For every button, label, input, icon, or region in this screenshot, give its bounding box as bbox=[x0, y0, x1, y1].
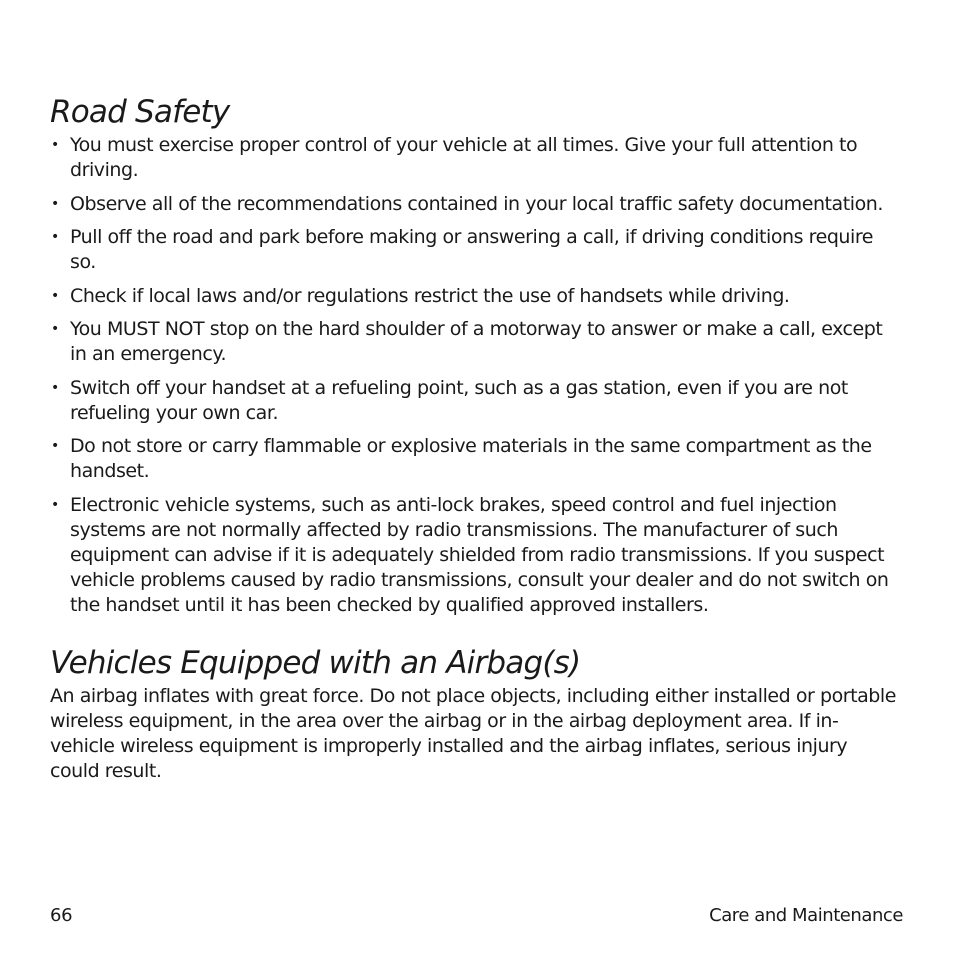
list-item-text: Observe all of the recommendations contained in your local traffic safety documentation. bbox=[70, 192, 883, 215]
bullet-icon: • bbox=[51, 379, 59, 396]
bullet-icon: • bbox=[51, 496, 59, 513]
list-item bbox=[50, 192, 900, 217]
airbag-section bbox=[50, 643, 900, 784]
list-item bbox=[50, 284, 900, 309]
list-item-text: You must exercise proper control of your vehicle at all times. Give your full attention to driving. bbox=[70, 134, 858, 181]
airbag-heading: Vehicles Equipped with an Airbag(s) bbox=[50, 644, 581, 681]
list-item-text: Pull off the road and park before making or answering a call, if driving conditions require so. bbox=[70, 226, 874, 273]
bullet-icon: • bbox=[51, 195, 59, 212]
list-item-text: Electronic vehicle systems, such as anti-lock brakes, speed control and fuel injection systems are not normally affected by radio transmissions. The manufacturer of such equipment can advise if it is adequately shielded from radio transmissions. If you suspect vehicle problems caused by radio transmissions, consult your dealer and do not switch on the handset until it has been checked by qualified approved installers. bbox=[70, 493, 889, 616]
list-item bbox=[50, 434, 900, 484]
list-item bbox=[50, 317, 900, 367]
list-item bbox=[50, 225, 900, 275]
bullet-icon: • bbox=[51, 137, 59, 153]
list-item bbox=[50, 493, 900, 618]
road-safety-section bbox=[50, 92, 900, 618]
bullet-icon: • bbox=[51, 438, 59, 454]
list-item-text: Check if local laws and/or regulations restrict the use of handsets while driving. bbox=[70, 284, 790, 307]
bullet-icon: • bbox=[51, 229, 59, 245]
page-number: 66 bbox=[50, 905, 73, 926]
list-item bbox=[50, 376, 900, 426]
airbag-paragraph: An airbag inflates with great force. Do not place objects, including either installed or portable wireless equipment, in the area over the airbag or in the airbag deployment area. If in-vehicle wireless equipment is improperly installed and the airbag inflates, serious injury could result. bbox=[50, 684, 896, 782]
list-item-text: Do not store or carry flammable or explosive materials in the same compartment as the handset. bbox=[70, 435, 872, 482]
road-safety-heading: Road Safety bbox=[50, 94, 230, 130]
bullet-icon: • bbox=[51, 287, 59, 304]
bullet-icon: • bbox=[51, 321, 59, 337]
list-item-text: You MUST NOT stop on the hard shoulder of a motorway to answer or make a call, except in an emergency. bbox=[70, 318, 883, 365]
page-content bbox=[50, 92, 900, 784]
footer-section-title: Care and Maintenance bbox=[709, 905, 903, 926]
list-item-text: Switch off your handset at a refueling point, such as a gas station, even if you are not refueling your own car. bbox=[70, 376, 848, 424]
list-item bbox=[50, 133, 900, 183]
road-safety-list bbox=[50, 133, 900, 618]
